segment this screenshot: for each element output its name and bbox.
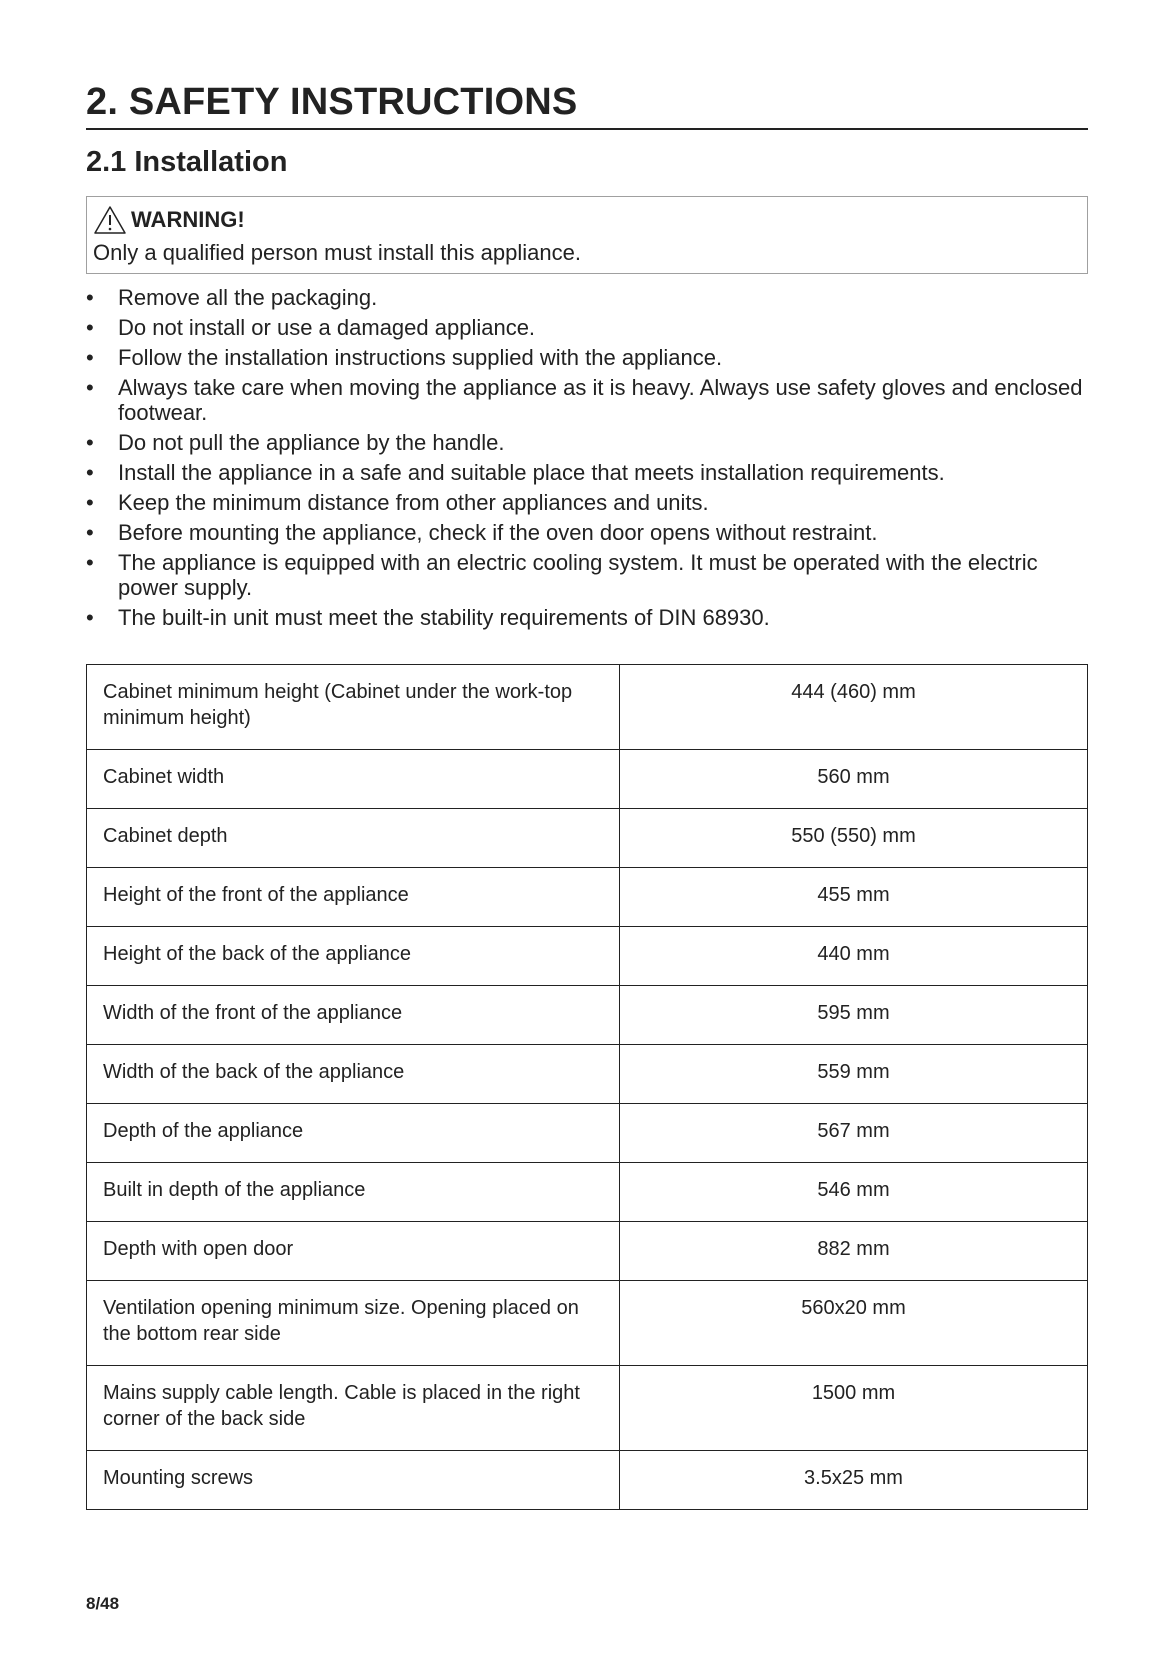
dimension-value: 882 mm <box>620 1222 1088 1281</box>
dimension-label: Depth with open door <box>87 1222 620 1281</box>
list-item: • Follow the installation instructions supplied with the appliance. <box>86 345 1088 370</box>
list-item: • The appliance is equipped with an electric cooling system. It must be operated with the electric power supply. <box>86 550 1088 600</box>
table-row <box>87 750 1088 809</box>
table-row <box>87 809 1088 868</box>
dimension-label: Mains supply cable length. Cable is placed in the right corner of the back side <box>87 1366 620 1451</box>
section-title: 2. SAFETY INSTRUCTIONS <box>86 78 1088 130</box>
table-row <box>87 1451 1088 1510</box>
dimension-label: Cabinet minimum height (Cabinet under the work-top minimum height) <box>87 665 620 750</box>
warning-triangle-icon <box>93 205 127 235</box>
dimension-label: Depth of the appliance <box>87 1104 620 1163</box>
warning-text: Only a qualified person must install this appliance. <box>93 240 581 265</box>
dimension-value: 550 (550) mm <box>620 809 1088 868</box>
dimension-value: 1500 mm <box>620 1366 1088 1451</box>
list-item: • Keep the minimum distance from other appliances and units. <box>86 490 1088 515</box>
dimension-value: 567 mm <box>620 1104 1088 1163</box>
warning-header <box>93 205 245 235</box>
dimension-value: 3.5x25 mm <box>620 1451 1088 1510</box>
dimension-label: Width of the back of the appliance <box>87 1045 620 1104</box>
table-row <box>87 927 1088 986</box>
dimension-label: Cabinet width <box>87 750 620 809</box>
dimensions-table <box>86 664 1088 1510</box>
page-number: 8/48 <box>86 1594 120 1613</box>
dimension-label: Cabinet depth <box>87 809 620 868</box>
list-item: • Remove all the packaging. <box>86 285 1088 310</box>
subsection-title: 2.1 Installation <box>86 146 288 178</box>
dimension-value: 560x20 mm <box>620 1281 1088 1366</box>
list-item: • Do not pull the appliance by the handle. <box>86 430 1088 455</box>
list-item: • Install the appliance in a safe and suitable place that meets installation requirements. <box>86 460 1088 485</box>
warning-title: WARNING! <box>131 207 245 232</box>
dimension-label: Width of the front of the appliance <box>87 986 620 1045</box>
table-row <box>87 1045 1088 1104</box>
list-item: • Before mounting the appliance, check if the oven door opens without restraint. <box>86 520 1088 545</box>
table-row <box>87 1366 1088 1451</box>
dimension-value: 560 mm <box>620 750 1088 809</box>
dimension-value: 546 mm <box>620 1163 1088 1222</box>
list-item: • Always take care when moving the appliance as it is heavy. Always use safety gloves and enclosed footwear. <box>86 375 1088 425</box>
table-row <box>87 1222 1088 1281</box>
table-row <box>87 665 1088 750</box>
dimension-label: Built in depth of the appliance <box>87 1163 620 1222</box>
table-row <box>87 1104 1088 1163</box>
dimension-value: 455 mm <box>620 868 1088 927</box>
table-row <box>87 1281 1088 1366</box>
dimension-value: 440 mm <box>620 927 1088 986</box>
table-row <box>87 868 1088 927</box>
dimension-label: Height of the front of the appliance <box>87 868 620 927</box>
dimension-label: Height of the back of the appliance <box>87 927 620 986</box>
warning-box <box>86 196 1088 274</box>
dimension-value: 559 mm <box>620 1045 1088 1104</box>
table-row <box>87 1163 1088 1222</box>
installation-rules-list <box>86 285 1088 635</box>
list-item: • The built-in unit must meet the stability requirements of DIN 68930. <box>86 605 1088 630</box>
list-item: • Do not install or use a damaged appliance. <box>86 315 1088 340</box>
dimension-value: 444 (460) mm <box>620 665 1088 750</box>
dimension-value: 595 mm <box>620 986 1088 1045</box>
table-row <box>87 986 1088 1045</box>
dimension-label: Mounting screws <box>87 1451 620 1510</box>
dimension-label: Ventilation opening minimum size. Opening placed on the bottom rear side <box>87 1281 620 1366</box>
